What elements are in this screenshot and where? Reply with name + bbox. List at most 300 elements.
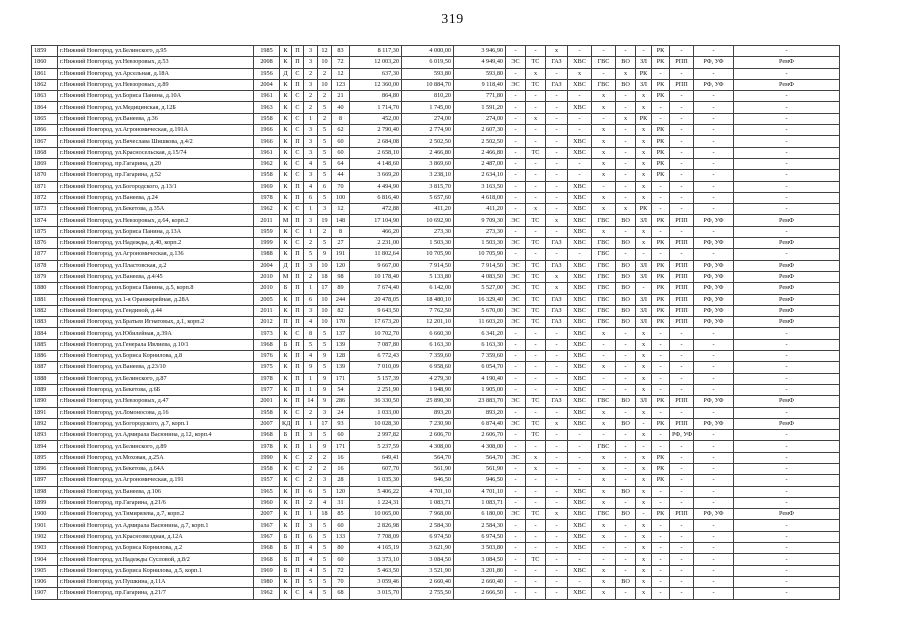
cell-heating: х	[526, 452, 546, 463]
cell-hot-water: ГВС	[592, 509, 616, 520]
cell-record-number: 1878	[32, 260, 58, 271]
cell-total-area: 466,20	[350, 226, 402, 237]
cell-living-area: 2 755,50	[402, 588, 454, 599]
cell-wall-type: П	[292, 441, 304, 452]
cell-roof-repair: -	[652, 192, 670, 203]
cell-total-area: 3 059,46	[350, 576, 402, 587]
cell-entrances: 2	[304, 102, 318, 113]
table-row	[32, 204, 840, 215]
cell-address: г.Нижний Новгород, ул.Краснозвездная, д.12А	[58, 531, 254, 542]
table-row	[32, 147, 840, 158]
cell-wall-type: П	[292, 351, 304, 362]
cell-entrances: 6	[304, 192, 318, 203]
cell-sewerage: -	[616, 452, 636, 463]
cell-material: К	[280, 373, 292, 384]
cell-material: К	[280, 113, 292, 124]
cell-wall-type: П	[292, 215, 304, 226]
cell-heating: ТС	[526, 79, 546, 90]
cell-cold-water: ХВС	[568, 204, 592, 215]
cell-entrance-repair: -	[670, 226, 694, 237]
cell-electricity: ЭС	[506, 260, 526, 271]
cell-record-number: 1885	[32, 339, 58, 350]
cell-build-year: 1975	[254, 362, 280, 373]
cell-apartments: 72	[332, 57, 350, 68]
cell-gas: -	[546, 351, 568, 362]
cell-total-area: 7 674,40	[350, 283, 402, 294]
cell-roof-repair: -	[652, 204, 670, 215]
cell-floors: 5	[318, 362, 332, 373]
cell-apartments: 68	[332, 588, 350, 599]
cell-cold-water: ХВС	[568, 362, 592, 373]
cell-material: Б	[280, 531, 292, 542]
cell-living-area: 2 502,50	[402, 136, 454, 147]
cell-record-number: 1898	[32, 486, 58, 497]
cell-entrance-repair: -	[670, 339, 694, 350]
cell-living-area: 10 692,90	[402, 215, 454, 226]
cell-wall-type: П	[292, 192, 304, 203]
cell-cold-water: ХВС	[568, 283, 592, 294]
cell-build-year: 1976	[254, 351, 280, 362]
cell-facade-repair: -	[694, 373, 734, 384]
cell-facade-repair: -	[694, 46, 734, 57]
cell-material: К	[280, 396, 292, 407]
cell-hot-water: -	[592, 181, 616, 192]
cell-build-year: 1958	[254, 170, 280, 181]
cell-record-number: 1861	[32, 68, 58, 79]
cell-address: г.Нижний Новгород, ул.Невзоровых, д.89	[58, 79, 254, 90]
cell-wall-type: П	[292, 271, 304, 282]
cell-living-area: 12 201,10	[402, 317, 454, 328]
cell-sewerage: -	[616, 339, 636, 350]
cell-gas: -	[546, 339, 568, 350]
cell-residential-area: 1 905,00	[454, 384, 506, 395]
cell-entrance-repair: -	[670, 170, 694, 181]
cell-record-number: 1886	[32, 351, 58, 362]
cell-electricity: -	[506, 497, 526, 508]
cell-residential-area: 564,70	[454, 452, 506, 463]
cell-elevator: РК	[636, 68, 652, 79]
cell-facade-repair: -	[694, 192, 734, 203]
cell-entrances: 4	[304, 543, 318, 554]
cell-apartments: 12	[332, 204, 350, 215]
cell-living-area: 1 083,71	[402, 497, 454, 508]
cell-living-area: 3 815,70	[402, 181, 454, 192]
cell-elevator: х	[636, 136, 652, 147]
cell-entrances: 2	[304, 407, 318, 418]
cell-heating: -	[526, 158, 546, 169]
cell-build-year: 1978	[254, 373, 280, 384]
cell-build-year: 2007	[254, 418, 280, 429]
cell-wall-type: С	[292, 113, 304, 124]
cell-address: г.Нижний Новгород, ул.Агрономическая, д.191	[58, 475, 254, 486]
cell-total-area: 9 643,50	[350, 305, 402, 316]
cell-floors: 5	[318, 486, 332, 497]
cell-gas: -	[546, 328, 568, 339]
cell-gas: ГАЗ	[546, 317, 568, 328]
cell-sewerage: -	[616, 463, 636, 474]
cell-electricity: -	[506, 113, 526, 124]
cell-entrance-repair: -	[670, 147, 694, 158]
cell-living-area: 2 660,40	[402, 576, 454, 587]
cell-capital-repair-fund: -	[734, 328, 840, 339]
cell-gas: -	[546, 463, 568, 474]
cell-material: К	[280, 125, 292, 136]
cell-capital-repair-fund: РемФ	[734, 509, 840, 520]
cell-hot-water: х	[592, 102, 616, 113]
table-row	[32, 373, 840, 384]
cell-build-year: 2011	[254, 215, 280, 226]
cell-capital-repair-fund: -	[734, 249, 840, 260]
cell-cold-water: -	[568, 452, 592, 463]
cell-elevator: ЗЛ	[636, 396, 652, 407]
cell-record-number: 1893	[32, 430, 58, 441]
cell-residential-area: 2 660,40	[454, 576, 506, 587]
cell-sewerage: -	[616, 407, 636, 418]
cell-cold-water: ХВС	[568, 305, 592, 316]
cell-material: Б	[280, 565, 292, 576]
table-row	[32, 554, 840, 565]
cell-apartments: 137	[332, 328, 350, 339]
cell-address: г.Нижний Новгород, ул.Ломоносова, д.16	[58, 407, 254, 418]
cell-gas: х	[546, 46, 568, 57]
cell-entrance-repair: -	[670, 362, 694, 373]
cell-entrance-repair: -	[670, 192, 694, 203]
cell-cold-water: ХВС	[568, 588, 592, 599]
cell-cold-water: -	[568, 249, 592, 260]
cell-facade-repair: -	[694, 181, 734, 192]
cell-electricity: -	[506, 475, 526, 486]
cell-facade-repair: РФ, УФ	[694, 271, 734, 282]
cell-capital-repair-fund: -	[734, 520, 840, 531]
cell-cold-water: ХВС	[568, 238, 592, 249]
cell-apartments: 27	[332, 238, 350, 249]
cell-living-area: 810,20	[402, 91, 454, 102]
cell-total-area: 7 010,09	[350, 362, 402, 373]
cell-record-number: 1872	[32, 192, 58, 203]
table-row	[32, 441, 840, 452]
cell-roof-repair: РК	[652, 305, 670, 316]
cell-material: К	[280, 463, 292, 474]
cell-capital-repair-fund: -	[734, 543, 840, 554]
cell-electricity: -	[506, 407, 526, 418]
cell-residential-area: 3 946,90	[454, 46, 506, 57]
cell-material: К	[280, 328, 292, 339]
cell-build-year: 1958	[254, 407, 280, 418]
cell-total-area: 5 463,50	[350, 565, 402, 576]
cell-sewerage: ВО	[616, 215, 636, 226]
cell-entrances: 1	[304, 204, 318, 215]
cell-record-number: 1888	[32, 373, 58, 384]
cell-capital-repair-fund: -	[734, 158, 840, 169]
cell-facade-repair: -	[694, 102, 734, 113]
cell-total-area: 1 035,30	[350, 475, 402, 486]
cell-wall-type: С	[292, 170, 304, 181]
cell-capital-repair-fund: -	[734, 452, 840, 463]
cell-capital-repair-fund: -	[734, 463, 840, 474]
cell-capital-repair-fund: -	[734, 373, 840, 384]
cell-cold-water: -	[568, 441, 592, 452]
cell-electricity: -	[506, 125, 526, 136]
cell-entrance-repair: -	[670, 520, 694, 531]
cell-material: Б	[280, 283, 292, 294]
cell-entrances: 3	[304, 260, 318, 271]
cell-gas: -	[546, 181, 568, 192]
cell-elevator: х	[636, 226, 652, 237]
cell-material: К	[280, 588, 292, 599]
cell-heating: ТС	[526, 396, 546, 407]
cell-capital-repair-fund: -	[734, 407, 840, 418]
cell-electricity: -	[506, 520, 526, 531]
cell-facade-repair: -	[694, 531, 734, 542]
table-row	[32, 475, 840, 486]
cell-build-year: 1959	[254, 226, 280, 237]
cell-entrances: 4	[304, 588, 318, 599]
cell-entrance-repair: -	[670, 463, 694, 474]
cell-floors: 10	[318, 294, 332, 305]
cell-wall-type: П	[292, 509, 304, 520]
cell-living-area: 3 084,50	[402, 554, 454, 565]
cell-apartments: 70	[332, 576, 350, 587]
cell-living-area: 946,50	[402, 475, 454, 486]
cell-total-area: 2 997,82	[350, 430, 402, 441]
cell-cold-water: ХВС	[568, 147, 592, 158]
cell-record-number: 1895	[32, 452, 58, 463]
cell-gas: -	[546, 497, 568, 508]
cell-roof-repair: -	[652, 362, 670, 373]
cell-record-number: 1906	[32, 576, 58, 587]
cell-facade-repair: РФ, УФ	[694, 396, 734, 407]
cell-entrance-repair: -	[670, 373, 694, 384]
cell-facade-repair: РФ, УФ	[694, 305, 734, 316]
cell-gas: ГАЗ	[546, 57, 568, 68]
cell-entrance-repair: РПП	[670, 396, 694, 407]
cell-heating: -	[526, 181, 546, 192]
cell-entrances: 3	[304, 170, 318, 181]
register-table-wrapper	[31, 45, 840, 600]
cell-cold-water: ХВС	[568, 271, 592, 282]
cell-material: К	[280, 170, 292, 181]
cell-total-area: 2 684,08	[350, 136, 402, 147]
cell-roof-repair: РК	[652, 271, 670, 282]
cell-address: г.Нижний Новгород, ул.Невзоровых, д.47	[58, 396, 254, 407]
cell-hot-water: х	[592, 147, 616, 158]
cell-roof-repair: РК	[652, 91, 670, 102]
cell-apartments: 133	[332, 531, 350, 542]
cell-build-year: 1969	[254, 181, 280, 192]
cell-cold-water: ХВС	[568, 531, 592, 542]
cell-living-area: 1 503,30	[402, 238, 454, 249]
cell-facade-repair: -	[694, 91, 734, 102]
cell-capital-repair-fund: РемФ	[734, 215, 840, 226]
cell-address: г.Нижний Новгород, ул.Ванеева, д.106	[58, 486, 254, 497]
table-row	[32, 396, 840, 407]
cell-apartments: 16	[332, 463, 350, 474]
cell-facade-repair: -	[694, 475, 734, 486]
cell-wall-type: П	[292, 57, 304, 68]
cell-heating: -	[526, 588, 546, 599]
cell-total-area: 17 104,90	[350, 215, 402, 226]
cell-capital-repair-fund: -	[734, 475, 840, 486]
cell-sewerage: ВО	[616, 294, 636, 305]
cell-sewerage: ВО	[616, 260, 636, 271]
cell-wall-type: П	[292, 46, 304, 57]
cell-wall-type: П	[292, 497, 304, 508]
cell-roof-repair: -	[652, 226, 670, 237]
cell-address: г.Нижний Новгород, ул.Бекетова, д.35А	[58, 204, 254, 215]
cell-wall-type: П	[292, 79, 304, 90]
cell-wall-type: С	[292, 147, 304, 158]
cell-build-year: 1988	[254, 249, 280, 260]
cell-apartments: 244	[332, 294, 350, 305]
cell-record-number: 1882	[32, 305, 58, 316]
cell-cold-water: ХВС	[568, 226, 592, 237]
cell-gas: -	[546, 565, 568, 576]
cell-entrances: 2	[304, 452, 318, 463]
cell-apartments: 100	[332, 192, 350, 203]
cell-cold-water: ХВС	[568, 543, 592, 554]
cell-entrance-repair: РПП	[670, 57, 694, 68]
cell-wall-type: С	[292, 102, 304, 113]
cell-entrance-repair: -	[670, 136, 694, 147]
cell-electricity: -	[506, 543, 526, 554]
cell-address: г.Нижний Новгород, ул.1-я Оранжерейная, д.28А	[58, 294, 254, 305]
cell-hot-water: х	[592, 475, 616, 486]
cell-floors: 5	[318, 430, 332, 441]
cell-electricity: -	[506, 91, 526, 102]
cell-address: г.Нижний Новгород, ул.Бориса Корнилова, д.8	[58, 351, 254, 362]
cell-capital-repair-fund: -	[734, 351, 840, 362]
cell-build-year: 1967	[254, 520, 280, 531]
cell-electricity: -	[506, 158, 526, 169]
cell-elevator: -	[636, 509, 652, 520]
cell-wall-type: П	[292, 362, 304, 373]
cell-hot-water: х	[592, 170, 616, 181]
cell-sewerage: ВО	[616, 396, 636, 407]
cell-sewerage: -	[616, 565, 636, 576]
table-row	[32, 339, 840, 350]
cell-living-area: 6 142,00	[402, 283, 454, 294]
cell-hot-water: -	[592, 113, 616, 124]
cell-floors: 2	[318, 91, 332, 102]
cell-sewerage: -	[616, 102, 636, 113]
cell-floors: 9	[318, 351, 332, 362]
cell-sewerage: -	[616, 373, 636, 384]
cell-wall-type: П	[292, 565, 304, 576]
cell-wall-type: С	[292, 238, 304, 249]
cell-record-number: 1867	[32, 136, 58, 147]
cell-hot-water: -	[592, 68, 616, 79]
cell-heating: х	[526, 68, 546, 79]
cell-elevator: х	[636, 520, 652, 531]
cell-roof-repair: -	[652, 588, 670, 599]
table-row	[32, 249, 840, 260]
cell-entrances: 3	[304, 147, 318, 158]
cell-hot-water: х	[592, 576, 616, 587]
cell-record-number: 1880	[32, 283, 58, 294]
cell-floors: 9	[318, 441, 332, 452]
cell-sewerage: -	[616, 170, 636, 181]
cell-apartments: 139	[332, 362, 350, 373]
cell-total-area: 6 816,40	[350, 192, 402, 203]
table-row	[32, 588, 840, 599]
cell-build-year: 1958	[254, 463, 280, 474]
cell-wall-type: С	[292, 463, 304, 474]
cell-living-area: 3 621,90	[402, 543, 454, 554]
cell-build-year: 1966	[254, 136, 280, 147]
cell-hot-water: х	[592, 158, 616, 169]
cell-capital-repair-fund: РемФ	[734, 260, 840, 271]
table-row	[32, 576, 840, 587]
cell-elevator: х	[636, 328, 652, 339]
cell-elevator: ЗЛ	[636, 260, 652, 271]
cell-apartments: 171	[332, 373, 350, 384]
cell-hot-water: ГВС	[592, 396, 616, 407]
cell-heating: -	[526, 351, 546, 362]
cell-build-year: 1968	[254, 543, 280, 554]
cell-build-year: 2008	[254, 57, 280, 68]
cell-living-area: 10 884,70	[402, 79, 454, 90]
cell-capital-repair-fund: -	[734, 339, 840, 350]
cell-living-area: 1 948,90	[402, 384, 454, 395]
cell-sewerage: х	[616, 204, 636, 215]
cell-heating: -	[526, 441, 546, 452]
cell-material: Б	[280, 543, 292, 554]
cell-entrances: 2	[304, 497, 318, 508]
cell-build-year: 1969	[254, 565, 280, 576]
cell-entrance-repair: РПП	[670, 305, 694, 316]
cell-apartments: 72	[332, 565, 350, 576]
cell-heating: ТС	[526, 317, 546, 328]
cell-material: К	[280, 384, 292, 395]
cell-entrance-repair: РПП	[670, 238, 694, 249]
cell-facade-repair: -	[694, 249, 734, 260]
cell-gas: -	[546, 486, 568, 497]
cell-floors: 17	[318, 418, 332, 429]
cell-entrance-repair: -	[670, 46, 694, 57]
cell-residential-area: 2 666,50	[454, 588, 506, 599]
cell-elevator: х	[636, 486, 652, 497]
cell-floors: 2	[318, 68, 332, 79]
cell-total-area: 1 033,00	[350, 407, 402, 418]
cell-material: К	[280, 158, 292, 169]
cell-cold-water: ХВС	[568, 136, 592, 147]
cell-address: г.Нижний Новгород, ул.Ванеева, д.36	[58, 113, 254, 124]
cell-entrance-repair: -	[670, 113, 694, 124]
cell-apartments: 44	[332, 170, 350, 181]
cell-build-year: 1957	[254, 475, 280, 486]
cell-facade-repair: -	[694, 407, 734, 418]
cell-address: г.Нижний Новгород, ул.Ванеева, д.23/10	[58, 362, 254, 373]
cell-heating: ТС	[526, 215, 546, 226]
cell-total-area: 2 826,98	[350, 520, 402, 531]
cell-gas: -	[546, 136, 568, 147]
cell-floors: 10	[318, 260, 332, 271]
cell-hot-water: ГВС	[592, 441, 616, 452]
cell-wall-type: П	[292, 554, 304, 565]
cell-entrance-repair: -	[670, 543, 694, 554]
cell-total-area: 8 117,30	[350, 46, 402, 57]
cell-total-area: 5 157,39	[350, 373, 402, 384]
cell-floors: 19	[318, 215, 332, 226]
cell-entrances: 1	[304, 373, 318, 384]
cell-elevator: х	[636, 147, 652, 158]
cell-roof-repair: -	[652, 441, 670, 452]
cell-roof-repair: -	[652, 486, 670, 497]
cell-entrance-repair: -	[670, 384, 694, 395]
cell-floors: 6	[318, 181, 332, 192]
cell-entrances: 2	[304, 91, 318, 102]
cell-wall-type: С	[292, 452, 304, 463]
